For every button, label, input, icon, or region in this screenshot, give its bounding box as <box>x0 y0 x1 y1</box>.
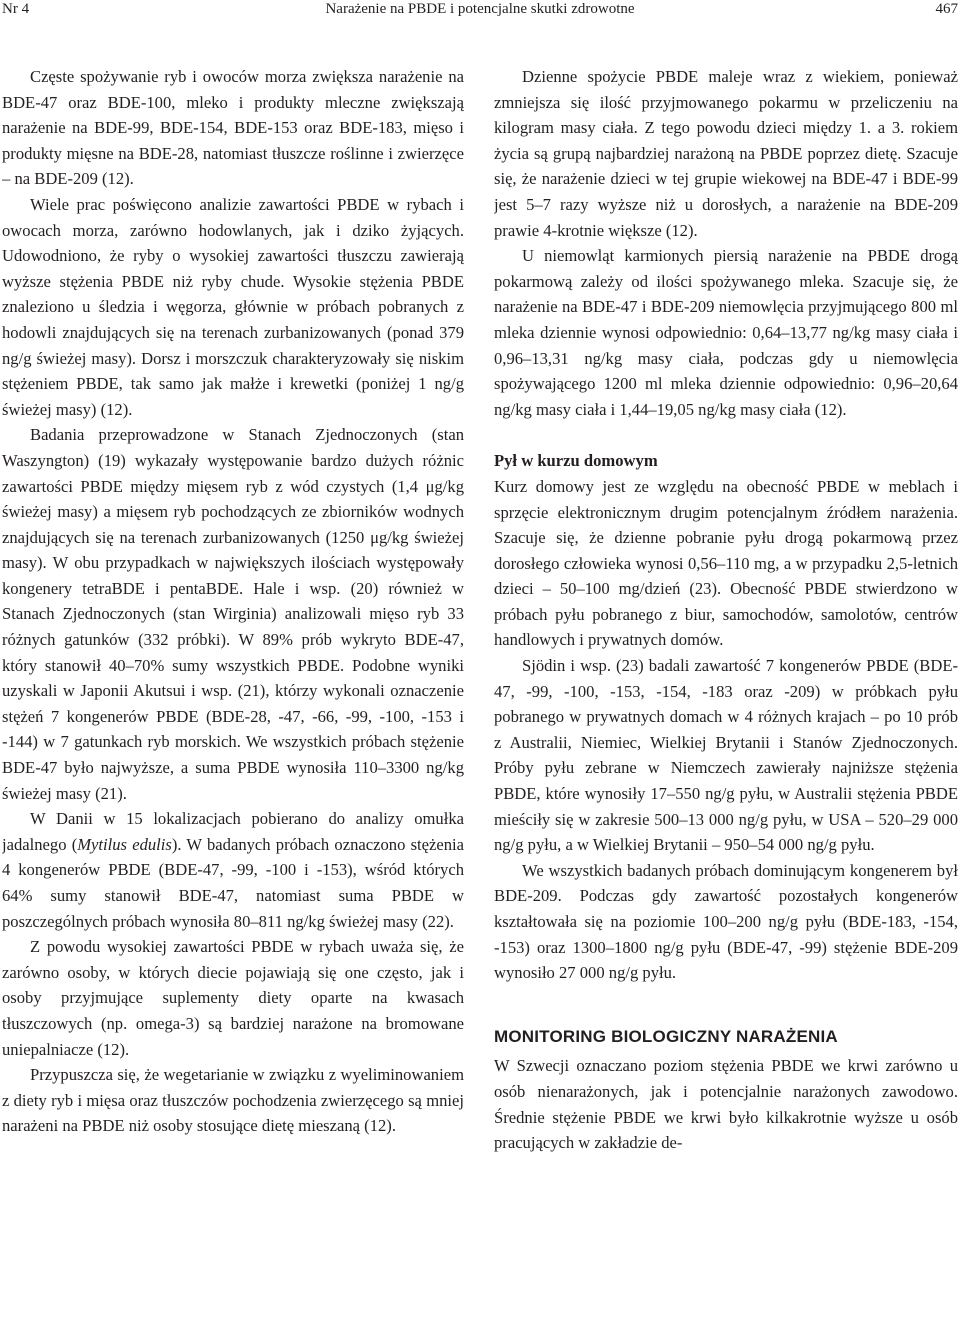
paragraph-age-intake: Dzienne spożycie PBDE maleje wraz z wiekiem, ponieważ zmniejsza się ilość przyjmowanego pokarmu w przeliczeniu na kilogram masy ciała. Z tego powodu dzieci między 1. a 3. rokiem życia są grupą najbardziej narażoną na PBDE poprzez dietę. Szacuje się, że narażenie dzieci w tej grupie wiekowej na BDE-47 i BDE-99 jest 5–7 razy wyższe niż u dorosłych, a narażenie na BDE-209 prawie 4-krotnie większe (12). <box>494 67 958 240</box>
section-heading-biomonitoring: MONITORING BIOLOGICZNY NARAŻENIA <box>494 1026 838 1046</box>
paragraph-infants: U niemowląt karmionych piersią narażenie na PBDE drogą pokarmową zależy od ilości spożywanego mleka. Szacuje się, że narażenie na BDE-47 i BDE-209 niemowlęcia przyjmującego 800 ml mleka dziennie wynosi odpowiednio: 0,64–13,77 ng/kg masy ciała i 0,96–13,31 ng/kg masy ciała, podczas gdy u niemowlęcia spożywającego 1200 ml mleka dziennie odpowiednio: 0,96–20,64 ng/kg masy ciała i 1,44–19,05 ng/kg masy ciała (12). <box>494 246 958 419</box>
paragraph-denmark-mussels <box>2 806 464 934</box>
running-title: Narażenie na PBDE i potencjalne skutki zdrowotne <box>325 1 635 17</box>
paragraph-sjodin-study: Sjödin i wsp. (23) badali zawartość 7 kongenerów PBDE (BDE-47, -99, -100, -153, -154, -183 oraz -209) w próbkach pyłu pobranego w prywatnych domach w 4 różnych krajach – po 10 prób z Australii, Niemiec, Wielkiej Brytanii i Stanów Zjednoczonych. Próby pyłu zebrane w Niemczech zawierały najniższe stężenia PBDE, które wynosiły 17–550 ng/g pyłu, w Australii stężenia PBDE mieściły się w zakresie 500–13 000 ng/g pyłu, w USA – 520–29 000 ng/g pyłu, a w Wielkiej Brytanii – 950–54 000 ng/g pyłu. <box>494 656 958 855</box>
left-column <box>2 64 464 1331</box>
paragraph-usa-studies: Badania przeprowadzone w Stanach Zjednoczonych (stan Waszyngton) (19) wykazały występowanie bardzo dużych różnic zawartości PBDE między mięsem ryb z wód czystych (1,4 μg/kg świeżej masy) a mięsem ryb pochodzących ze zbiorników wodnych znajdujących się na terenach zurbanizowanych (1250 μg/kg świeżej masy). W obu przypadkach w największych ilościach występowały kongenery tetraBDE i pentaBDE. Hale i wsp. (20) również w Stanach Zjednoczonych (stan Wirginia) analizowali mięso ryb 33 różnych gatunków (332 próbki). W 89% prób wykryto BDE-47, który stanowił 40–70% sumy wszystkich PBDE. Podobne wyniki uzyskali w Japonii Akutsui i wsp. (21), którzy wykonali oznaczenie stężeń 7 kongenerów PBDE (BDE-28, -47, -66, -99, -100, -153 i -144) w 7 gatunkach ryb morskich. We wszystkich próbach stężenie BDE-47 było najwyższe, a suma PBDE wynosiła 110–3300 ng/kg świeżej masy (21). <box>2 425 464 803</box>
paragraph-dominant-congener: We wszystkich badanych próbach dominującym kongenerem był BDE-209. Podczas gdy zawartość pozostałych kongenerów kształtowała się na poziomie 100–200 ng/g pyłu (BDE-183, -154, -153) oraz 1300–1800 ng/g pyłu (BDE-47, -99) stężenie BDE-209 wynosiło 27 000 ng/g pyłu. <box>494 860 958 983</box>
paragraph-vegetarians: Przypuszcza się, że wegetarianie w związku z wyeliminowaniem z diety ryb i mięsa oraz tłuszczów pochodzenia zwierzęcego są mniej narażeni na PBDE niż osoby stosujące dietę mieszaną (12). <box>2 1065 464 1136</box>
species-name: Mytilus edulis <box>77 834 172 854</box>
section-heading-house-dust: Pył w kurzu domowym <box>494 451 658 471</box>
paragraph-house-dust: Kurz domowy jest ze względu na obecność PBDE w meblach i sprzęcie elektronicznym drugim potencjalnym źródłem narażenia. Szacuje się, że dzienne pobranie pyłu drogą pokarmową przez dorosłego człowieka wynosi 0,56–110 mg, a w przypadku 2,5-letnich dzieci – 50–100 mg/dzień (23). Obecność PBDE stwierdzono w próbach pyłu pobranego z biur, samochodów, samolotów, centrów handlowych i prywatnych domów. <box>494 476 958 650</box>
right-column <box>494 64 958 1331</box>
paragraph-diet-exposure: Częste spożywanie ryb i owoców morza zwiększa narażenie na BDE-47 oraz BDE-100, mleko i produkty mleczne zwiększają narażenie na BDE-99, BDE-154, BDE-153 oraz BDE-183, mięso i produkty mięsne na BDE-28, natomiast tłuszcze roślinne i zwierzęce – na BDE-209 (12). <box>2 67 464 189</box>
running-header <box>0 0 960 22</box>
issue-number: Nr 4 <box>2 1 30 17</box>
paragraph-supplements: Z powodu wysokiej zawartości PBDE w rybach uważa się, że zarówno osoby, w których diecie pojawiają się one często, jak i osoby przyjmujące suplementy diety oparte na kwasach tłuszczowych (np. omega-3) są bardziej narażone na bromowane uniepalniacze (12). <box>2 937 464 1059</box>
paragraph-sweden-blood: W Szwecji oznaczano poziom stężenia PBDE we krwi zarówno u osób nienarażonych, jak i potencjalnie narażonych zawodowo. Średnie stężenie PBDE we krwi było kilkakrotnie wyższe u osób pracujących w zakładzie de- <box>494 1056 958 1153</box>
page-number: 467 <box>935 1 958 17</box>
paragraph-fish-studies: Wiele prac poświęcono analizie zawartości PBDE w rybach i owocach morza, zarówno hodowlanych, jak i dziko żyjących. Udowodniono, że ryby o wysokiej zawartości tłuszczu zawierają wyższe stężenia PBDE niż ryby chude. Wysokie stężenia PBDE znaleziono u śledzia i węgorza, głównie w próbach pobranych z hodowli znajdujących się na terenach zurbanizowanych (ponad 379 ng/g świeżej masy). Dorsz i morszczuk charakteryzowały się niskim stężeniem PBDE, tak samo jak małże i krewetki (poniżej 1 ng/g świeżej masy) (12). <box>2 194 464 419</box>
text-segment: W Danii w 15 lokalizacjach pobierano do analizy omułka jadalnego ( <box>2 809 464 854</box>
text-segment: ). W badanych próbach oznaczono stężenia 4 kongenerów PBDE (BDE-47, -99, -100 i -153), wśród których 64% sumy stanowił BDE-47, natomiast suma PBDE w poszczególnych próbach wynosiła 80–811 ng/kg świeżej masy (22). <box>2 834 464 931</box>
